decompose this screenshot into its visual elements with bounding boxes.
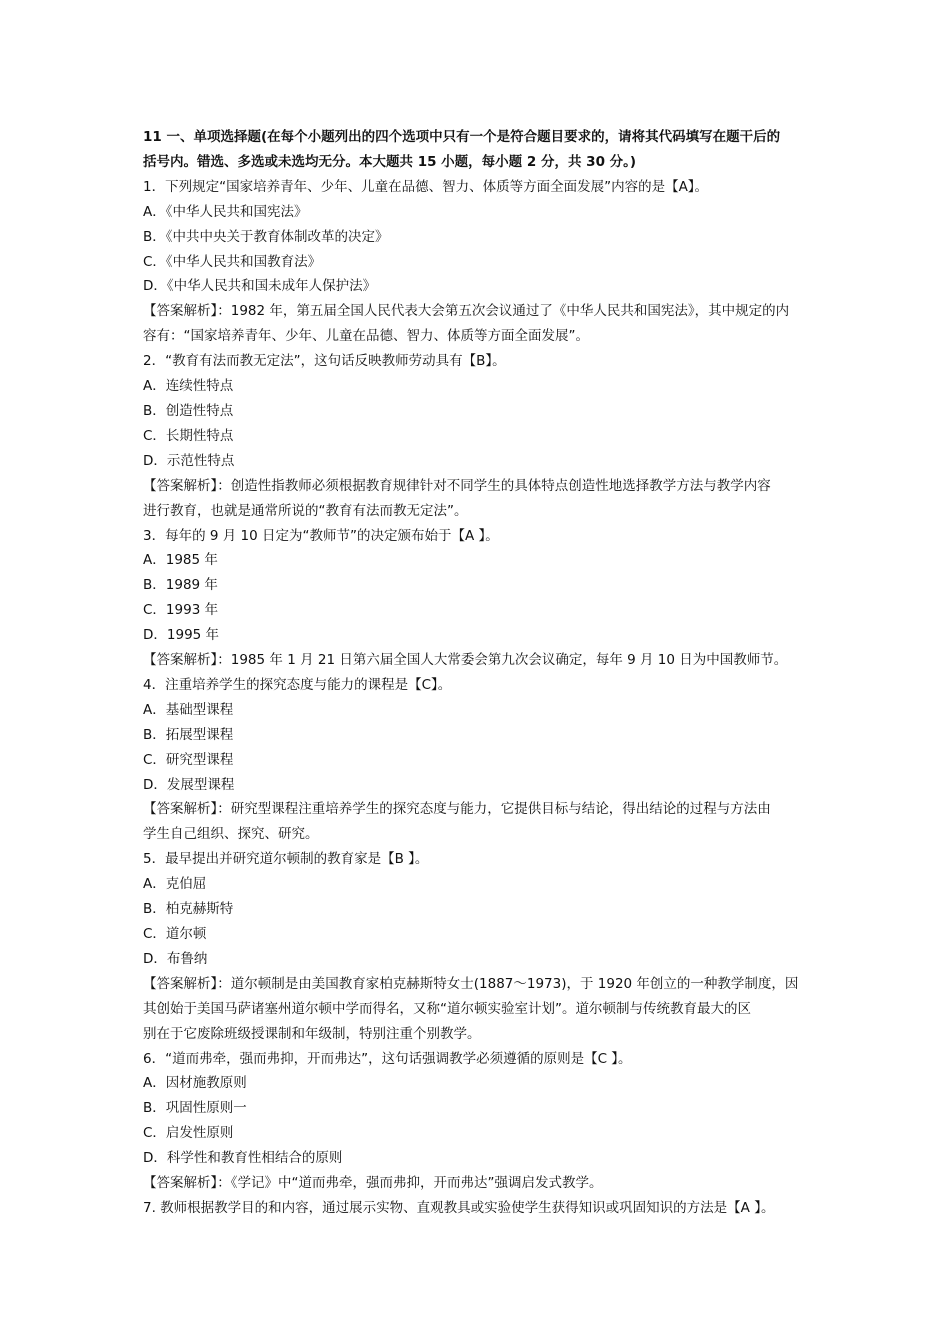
- question-block: [143, 349, 815, 523]
- answer-explanation: 【答案解析】：1985 年 1 月 21 日第六届全国人大常委会第九次会议确定，每年 9 月 10 日为中国教师节。: [143, 652, 788, 669]
- question-stem: 5．最早提出并研究道尔顿制的教育家是【B 】。: [143, 851, 429, 868]
- answer-option: B．拓展型课程: [143, 726, 234, 743]
- document-page: [143, 125, 815, 1221]
- question-stem: 3．每年的 9 月 10 日定为“教师节”的决定颁布始于【A 】。: [143, 527, 499, 544]
- answer-explanation: 学生自己组织、探究、研究。: [143, 826, 319, 843]
- question-block: [143, 1047, 815, 1196]
- question-stem: 4．注重培养学生的探究态度与能力的课程是【C】。: [143, 676, 452, 693]
- answer-explanation: 【答案解析】：道尔顿制是由美国教育家柏克赫斯特女士(1887～1973)，于 1920 年创立的一种教学制度，因: [143, 975, 799, 992]
- question-block: [143, 1196, 815, 1221]
- answer-explanation: 【答案解析】：《学记》中“道而弗牵，强而弗抑，开而弗达”强调启发式教学。: [143, 1175, 603, 1192]
- answer-option: D．1995 年: [143, 627, 220, 644]
- question-block: [143, 175, 815, 349]
- answer-explanation: 进行教育，也就是通常所说的“教育有法而教无定法”。: [143, 502, 468, 519]
- answer-option: A．因材施教原则: [143, 1075, 247, 1092]
- question-block: [143, 524, 815, 673]
- answer-explanation: 【答案解析】：研究型课程注重培养学生的探究态度与能力，它提供目标与结论，得出结论的过程与方法由: [143, 801, 771, 818]
- answer-option: D．科学性和教育性相结合的原则: [143, 1150, 343, 1167]
- answer-option: C．启发性原则: [143, 1125, 234, 1142]
- answer-option: C．1993 年: [143, 602, 219, 619]
- question-block: [143, 673, 815, 847]
- question-stem: 2．“教育有法而教无定法”，这句话反映教师劳动具有【B】。: [143, 353, 506, 370]
- answer-option: B．创造性特点: [143, 402, 234, 419]
- answer-option: D．发展型课程: [143, 776, 235, 793]
- answer-option: C．研究型课程: [143, 751, 234, 768]
- answer-option: C．道尔顿: [143, 926, 207, 942]
- answer-option: A．《中华人民共和国宪法》: [143, 203, 308, 220]
- answer-option: B．《中共中央关于教育体制改革的决定》: [143, 228, 389, 245]
- answer-explanation: 别在于它废除班级授课制和年级制，特别注重个别教学。: [143, 1025, 481, 1042]
- answer-option: D．布鲁纳: [143, 950, 208, 967]
- question-block: [143, 847, 815, 1046]
- question-stem: 7. 教师根据教学目的和内容，通过展示实物、直观教具或实验使学生获得知识或巩固知识的方法是【A 】。: [143, 1199, 775, 1216]
- answer-option: D．《中华人民共和国未成年人保护法》: [143, 278, 377, 295]
- question-list: [143, 175, 815, 1221]
- question-stem: 6．“道而弗牵，强而弗抑，开而弗达”，这句话强调教学必须遵循的原则是【C 】。: [143, 1050, 632, 1067]
- section-header-line: 括号内。错选、多选或未选均无分。本大题共 15 小题，每小题 2 分，共 30 分。): [143, 153, 637, 170]
- answer-explanation: 【答案解析】：创造性指教师必须根据教育规律针对不同学生的具体特点创造性地选择教学方法与教学内容: [143, 477, 771, 494]
- answer-option: C．长期性特点: [143, 427, 234, 444]
- answer-option: A．1985 年: [143, 552, 218, 569]
- answer-explanation: 容有：“国家培养青年、少年、儿童在品德、智力、体质等方面全面发展”。: [143, 328, 589, 345]
- answer-option: C．《中华人民共和国教育法》: [143, 253, 322, 270]
- answer-option: B．1989 年: [143, 577, 218, 594]
- answer-explanation: 【答案解析】：1982 年，第五届全国人民代表大会第五次会议通过了《中华人民共和国宪法》，其中规定的内: [143, 303, 790, 320]
- section-header-line: 11 一、单项选择题(在每个小题列出的四个选项中只有一个是符合题目要求的，请将其代码填写在题干后的: [143, 129, 781, 145]
- answer-option: A．克伯屈: [143, 876, 207, 893]
- answer-option: A．基础型课程: [143, 701, 234, 718]
- answer-option: D．示范性特点: [143, 452, 235, 469]
- answer-option: B．巩固性原则一: [143, 1100, 247, 1117]
- answer-explanation: 其创始于美国马萨诸塞州道尔顿中学而得名，又称“道尔顿实验室计划”。道尔顿制与传统教育最大的区: [143, 1000, 751, 1017]
- question-stem: 1．下列规定“国家培养青年、少年、儿童在品德、智力、体质等方面全面发展”内容的是【A】。: [143, 178, 709, 195]
- section-header: [143, 125, 815, 175]
- answer-option: B．柏克赫斯特: [143, 901, 234, 918]
- answer-option: A．连续性特点: [143, 378, 234, 395]
